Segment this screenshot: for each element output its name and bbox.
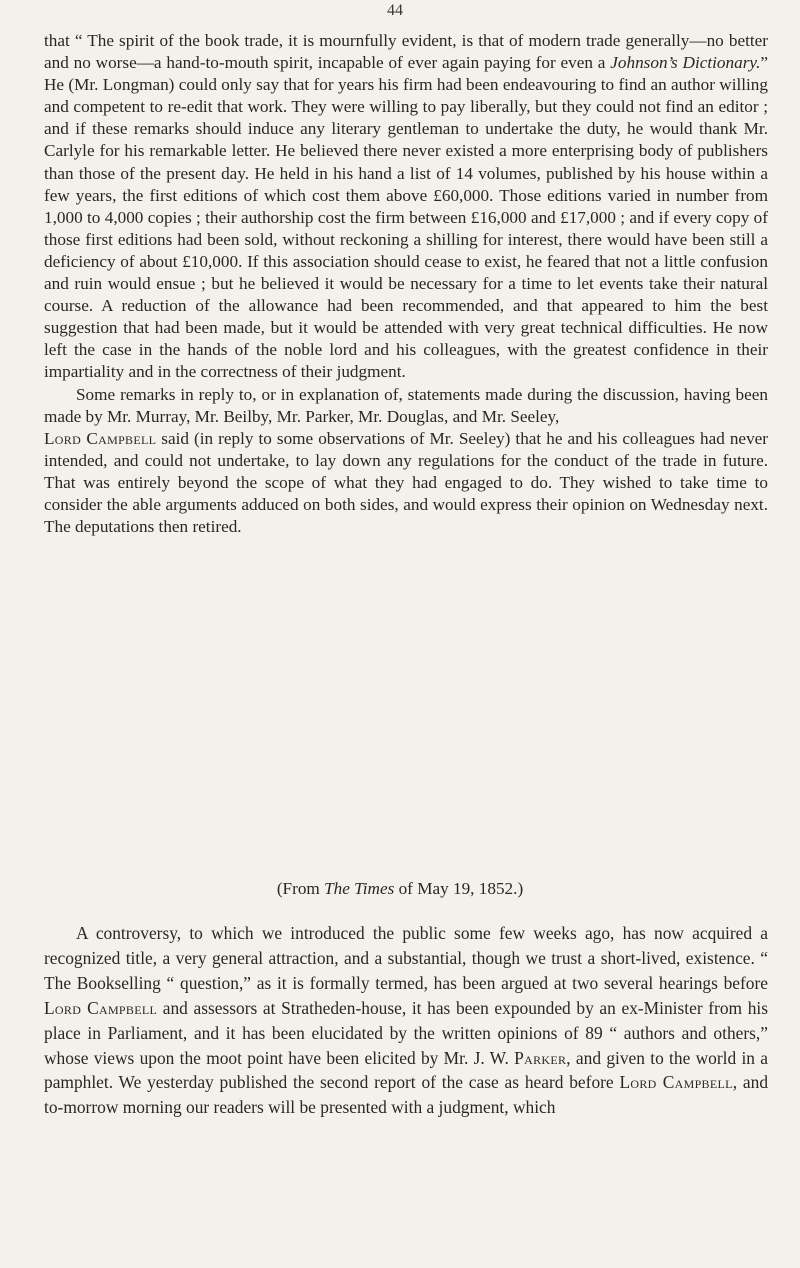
times-article (44, 921, 768, 1120)
paragraph-remarks: Some remarks in reply to, or in explanation of, statements made during the discussion, having been made by Mr. Murray, Mr. Beilby, Mr. Parker, Mr. Douglas, and Mr. Seeley, (44, 384, 768, 426)
paragraph-longman-speech: that “ The spirit of the book trade, it is mournfully evident, is that of modern trade generally—no better and no worse—a hand-to-mouth spirit, incapable of ever again paying for even a Johnson’s Dictionary.” He (Mr. Longman) could only say that for years his firm had been endeavouring to find an author willing and competent to re-edit that work. They were willing to pay liberally, but they could not find an editor ; and if these remarks should induce any literary gentleman to undertake the duty, he would thank Mr. Carlyle for his remarkable letter. He believed there never existed a more enterprising body of publishers than those of the present day. He held in his hand a list of 14 volumes, published by his house within a few years, the first editions of which cost them above £60,000. Those editions varied in number from 1,000 to 4,000 copies ; their authorship cost the firm between £16,000 and £17,000 ; and if every copy of those first editions had been sold, without reckoning a shilling for interest, there would have been still a deficiency of about £10,000. If this association should cease to exist, he feared that not a little confusion and ruin would ensue ; but he believed it would be necessary for a time to let events take their natural course. A reduction of the allowance had been recommended, and that appeared to him the best suggestion that had been made, but it would be attended with very great technical difficulties. He now left the case in the hands of the noble lord and his colleagues, with the greatest confidence in their impartiality and in the correctness of their judgment. (44, 31, 769, 382)
source-heading: (From The Times of May 19, 1852.) (276, 879, 524, 898)
paragraph-lord-campbell: Lord Campbell said (in reply to some observations of Mr. Seeley) that he and his colleagues had never intended, and could not undertake, to lay down any regulations for the conduct of the trade in future. That was entirely beyond the scope of what they had engaged to do. They wished to take time to consider the able arguments adduced on both sides, and would express their opinion on Wednesday next. The deputations then retired. (44, 428, 769, 537)
speaker-name: Lord Campbell (44, 428, 157, 448)
article-body (44, 30, 768, 538)
paragraph-times-controversy: A controversy, to which we introduced the public some few weeks ago, has now acquired a recognized title, a very general attraction, and a substantial, though we trust a short-lived, existence. “ The Bookselling “ question,” as it is formally termed, has been argued at two several hearings before Lord Campbell and assessors at Stratheden-house, it has been expounded by an ex-Minister from his place in Parliament, and it has been elucidated by the written opinions of 89 “ authors and others,” whose views upon the moot point have been elicited by Mr. J. W. Parker, and given to the world in a pamphlet. We yesterday published the second report of the case as heard before Lord Campbell, and to-morrow morning our readers will be presented with a judgment, which (44, 923, 769, 1118)
italic-title: Johnson’s Dictionary. (610, 53, 761, 73)
newspaper-title: The Times (324, 879, 395, 898)
page-number: 44 (387, 2, 403, 19)
